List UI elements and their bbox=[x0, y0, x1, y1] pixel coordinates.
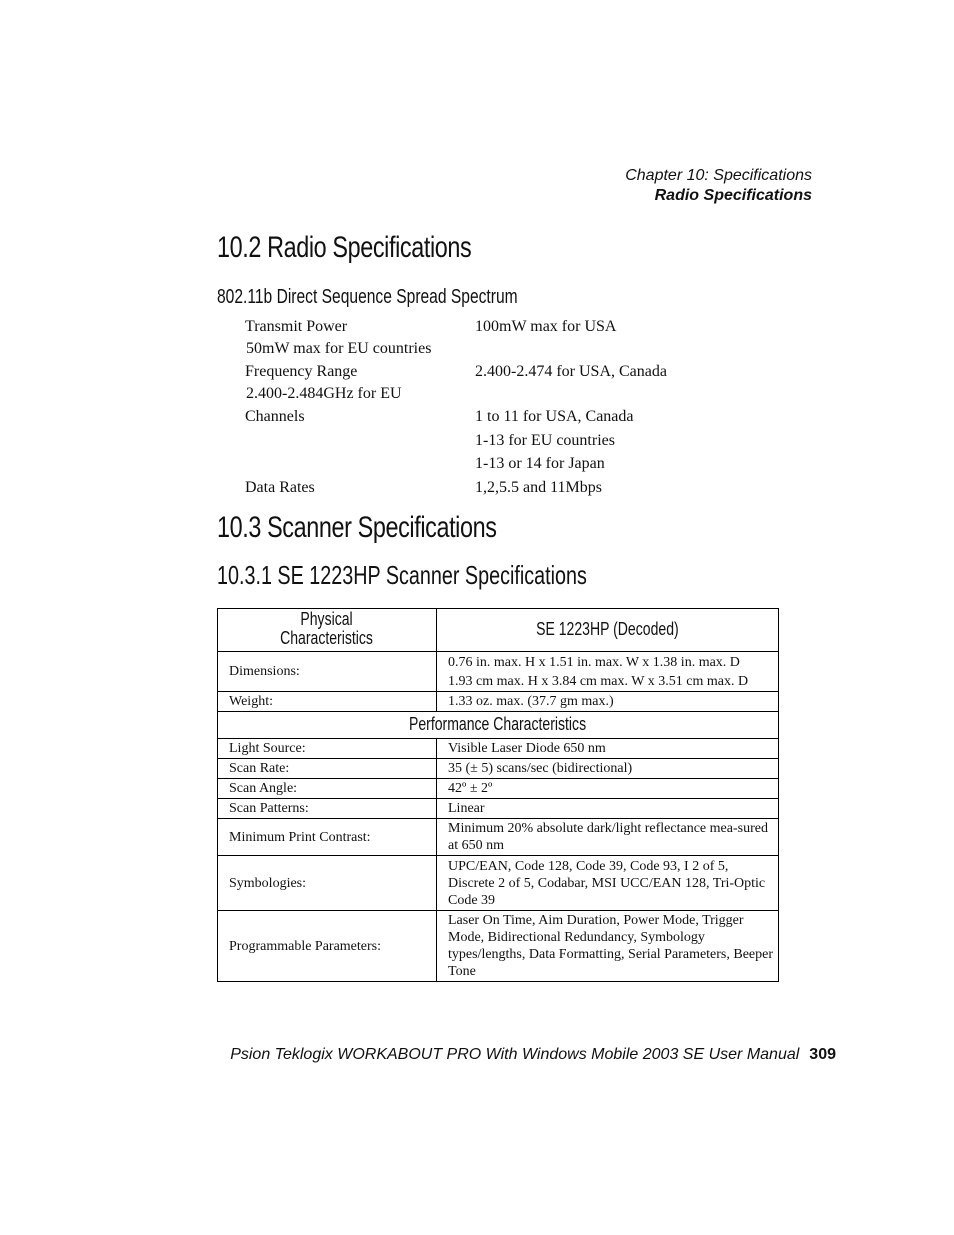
header-line: Physical bbox=[300, 609, 354, 629]
performance-header bbox=[218, 712, 779, 739]
transmit-power-label: Transmit Power bbox=[245, 318, 348, 335]
page-number: 309 bbox=[809, 1046, 836, 1063]
model-header-label: SE 1223HP (Decoded) bbox=[536, 618, 679, 639]
row-label: Minimum Print Contrast: bbox=[218, 819, 437, 856]
row-value bbox=[437, 652, 779, 692]
table-row bbox=[218, 692, 779, 712]
table-row bbox=[218, 739, 779, 759]
section-label: Radio Specifications bbox=[654, 187, 812, 204]
frequency-range-continuation: 2.400-2.484GHz for EU bbox=[246, 385, 402, 402]
frequency-range-value: 2.400-2.474 for USA, Canada bbox=[475, 363, 667, 380]
transmit-power-continuation: 50mW max for EU countries bbox=[246, 340, 432, 357]
channels-value-japan: 1-13 or 14 for Japan bbox=[475, 455, 605, 472]
chapter-label: Chapter 10: Specifications bbox=[625, 167, 812, 184]
channels-label: Channels bbox=[245, 408, 305, 425]
table-header-row bbox=[218, 609, 779, 652]
row-value: UPC/EAN, Code 128, Code 39, Code 93, I 2 of 5, Discrete 2 of 5, Codabar, MSI UCC/EAN 128, Tri-Optic Code 39 bbox=[437, 856, 779, 911]
row-label: Weight: bbox=[218, 692, 437, 712]
header-line: Characteristics bbox=[280, 628, 374, 648]
radio-heading: 10.2 Radio Specifications bbox=[217, 231, 472, 264]
table-row bbox=[218, 911, 779, 982]
manual-title: Psion Teklogix WORKABOUT PRO With Windows Mobile 2003 SE User Manual bbox=[230, 1046, 800, 1063]
row-value: 1.33 oz. max. (37.7 gm max.) bbox=[437, 692, 779, 712]
channels-value-eu: 1-13 for EU countries bbox=[475, 432, 615, 449]
row-label: Dimensions: bbox=[218, 652, 437, 692]
row-value: Minimum 20% absolute dark/light reflectance mea-sured at 650 nm bbox=[437, 819, 779, 856]
model-header bbox=[437, 609, 779, 652]
row-label: Programmable Parameters: bbox=[218, 911, 437, 982]
physical-characteristics-header bbox=[218, 609, 437, 652]
data-rates-value: 1,2,5.5 and 11Mbps bbox=[475, 479, 602, 496]
frequency-range-label: Frequency Range bbox=[245, 363, 358, 380]
performance-header-row bbox=[218, 712, 779, 739]
radio-subheading: 802.11b Direct Sequence Spread Spectrum bbox=[217, 286, 518, 308]
table-row bbox=[218, 799, 779, 819]
row-label: Light Source: bbox=[218, 739, 437, 759]
page-footer bbox=[230, 1046, 836, 1064]
performance-header-label: Performance Characteristics bbox=[409, 713, 587, 734]
transmit-power-value: 100mW max for USA bbox=[475, 318, 617, 335]
scanner-subheading: 10.3.1 SE 1223HP Scanner Specifications bbox=[217, 560, 587, 590]
row-label: Scan Rate: bbox=[218, 759, 437, 779]
dimensions-imperial: 0.76 in. max. H x 1.51 in. max. W x 1.38 in. max. D bbox=[448, 654, 740, 670]
row-value: Laser On Time, Aim Duration, Power Mode, Trigger Mode, Bidirectional Redundancy, Symbology types/lengths, Data Formatting, Serial Parameters, Beeper Tone bbox=[437, 911, 779, 982]
channels-value-usa: 1 to 11 for USA, Canada bbox=[475, 408, 634, 425]
table-row bbox=[218, 779, 779, 799]
data-rates-label: Data Rates bbox=[245, 479, 315, 496]
row-label: Scan Angle: bbox=[218, 779, 437, 799]
row-label: Symbologies: bbox=[218, 856, 437, 911]
scanner-heading: 10.3 Scanner Specifications bbox=[217, 511, 497, 544]
table-row bbox=[218, 819, 779, 856]
dimensions-metric: 1.93 cm max. H x 3.84 cm max. W x 3.51 cm max. D bbox=[448, 673, 749, 689]
row-value: Linear bbox=[437, 799, 779, 819]
row-value: 42º ± 2º bbox=[437, 779, 779, 799]
row-value: 35 (± 5) scans/sec (bidirectional) bbox=[437, 759, 779, 779]
table-row bbox=[218, 856, 779, 911]
row-value: Visible Laser Diode 650 nm bbox=[437, 739, 779, 759]
row-label: Scan Patterns: bbox=[218, 799, 437, 819]
scanner-spec-table bbox=[217, 608, 779, 982]
table-row bbox=[218, 652, 779, 692]
running-header bbox=[625, 166, 812, 206]
table-row bbox=[218, 759, 779, 779]
